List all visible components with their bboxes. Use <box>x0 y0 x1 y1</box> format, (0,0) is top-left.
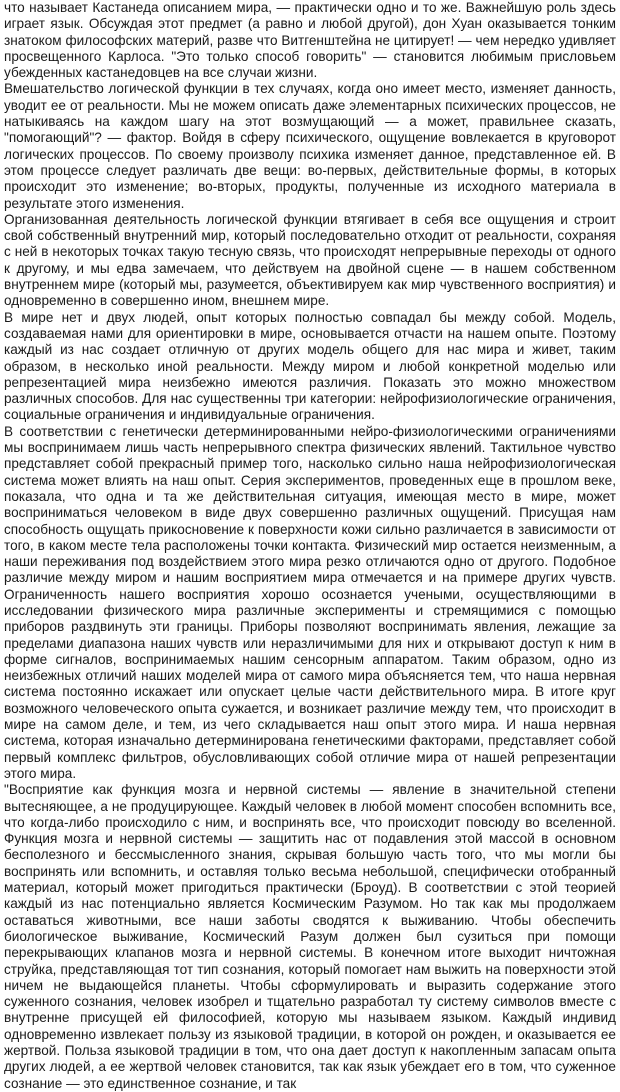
paragraph-6: "Восприятие как функция мозга и нервной системы — явление в значительной степени вытесняющее, а не продуцирующее. Каждый человек в любой момент способен вспомнить все, что когда-либо происходило с ним, и воспринять все, что происходит повсюду во вселенной. Функция мозга и нервной системы — защитить нас от подавления этой массой в основном бесполезного и бессмысленного знания, скрывая большую часть того, что мы могли бы воспринять или вспомнить, и оставляя только весьма небольшой, специфически отобранный материал, который может пригодиться практически (Броуд). В соответствии с этой теорией каждый из нас потенциально является Космическим Разумом. Но так как мы продолжаем оставаться животными, все наши заботы сводятся к выживанию. Чтобы обеспечить биологическое выживание, Космический Разум должен был сузиться при помощи перекрывающих клапанов мозга и нервной системы. В конечном итоге выходит ничтожная струйка, представляющая тот тип сознания, который помогает нам выжить на поверхности этой ничем не выдающейся планеты. Чтобы сформулировать и выразить содержание этого суженного сознания, человек изобрел и тщательно разработал ту систему символов вместе с внутренне присущей ей философией, которую мы называем языком. Каждый индивид одновременно извлекает пользу из языковой традиции, в которой он рожден, и оказывается ее жертвой. Польза языковой традиции в том, что она дает доступ к накопленным запасам опыта других людей, а ее жертвой человек становится, так как язык убеждает его в том, что суженное сознание — это единственное сознание, и так <box>4 782 616 1091</box>
paragraph-1: что называет Кастанеда описанием мира, — практически одно и то же. Важнейшую роль здесь играет язык. Обсуждая этот предмет (а равно и любой другой), дон Хуан оказывается тонким знатоком философских материй, разве что Витгенштейна не цитирует! — чем нередко удивляет просвещенного Карлоса. "Это только способ говорить" — становится любимым присловьем убежденных кастанедовцев на все случаи жизни. <box>4 0 616 81</box>
paragraph-5: В соответствии с генетически детерминированными нейро-физиологическими ограничениями мы воспринимаем лишь часть непрерывного спектра физических явлений. Тактильное чувство представляет собой прекрасный пример того, насколько сильно наша нейрофизиологическая система может влиять на наш опыт. Серия экспериментов, проведенных еще в прошлом веке, показала, что одна и та же действительная ситуация, имеющая место в мире, может восприниматься человеком в виде двух совершенно различных ощущений. Присущая нам способность ощущать прикосновение к поверхности кожи сильно различается в зависимости от того, в каком месте тела расположены точки контакта. Физический мир остается неизменным, а наши переживания под воздействием этого мира резко отличаются одно от другого. Подобное различие между миром и нашим восприятием мира отмечается и на примере других чувств. Ограниченность нашего восприятия хорошо осознается учеными, осуществляющими в исследовании физического мира различные эксперименты и стремящимися с помощью приборов раздвинуть эти границы. Приборы позволяют воспринимать явления, лежащие за пределами диапазона наших чувств или неразличимыми для них и открывают доступ к ним в форме сигналов, воспринимаемых нашим сенсорным аппаратом. Таким образом, одно из неизбежных отличий наших моделей мира от самого мира объясняется тем, что наша нервная система постоянно искажает или опускает целые части действительного мира. В итоге круг возможного человеческого опыта сужается, и возникает различие между тем, что происходит в мире на самом деле, и тем, из чего складывается наш опыт этого мира. И наша нервная система, которая изначально детерминирована генетическими факторами, представляет собой первый комплекс фильтров, обусловливающих собой отличие мира от нашей репрезентации этого мира. <box>4 423 616 781</box>
paragraph-3: Организованная деятельность логической функции втягивает в себя все ощущения и строит свой собственный внутренний мир, который последовательно отходит от реальности, сохраняя с ней в некоторых точках такую тесную связь, что происходят непрерывные переходы от одного к другому, и мы едва замечаем, что действуем на двойной сцене — в нашем собственном внутреннем мире (который мы, разумеется, объективируем как мир чувственного восприятия) и одновременно в совершенно ином, внешнем мире. <box>4 211 616 309</box>
document-page <box>4 0 616 1091</box>
paragraph-4: В мире нет и двух людей, опыт которых полностью совпадал бы между собой. Модель, создаваемая нами для ориентировки в мире, основывается отчасти на нашем опыте. Поэтому каждый из нас создает отличную от других модель общего для нас мира и живет, таким образом, в несколько иной реальности. Между миром и любой конкретной моделью или репрезентацией мира неизбежно имеются различия. Показать это можно множеством различных способов. Для нас существенны три категории: нейрофизиологические ограничения, социальные ограничения и индивидуальные ограничения. <box>4 309 616 423</box>
paragraph-2: Вмешательство логической функции в тех случаях, когда оно имеет место, изменяет данность, уводит ее от реальности. Мы не можем описать даже элементарных психических процессов, не натыкиваясь на каждом шагу на этот возмущающий — а может, правильнее сказать, "помогающий"? — фактор. Войдя в сферу психического, ощущение вовлекается в круговорот логических процессов. По своему произволу психика изменяет данное, представленное ей. В этом процессе следует различать две вещи: во-первых, действительные формы, в которых происходит это изменение; во-вторых, продукты, полученные из исходного материала в результате этого изменения. <box>4 81 616 211</box>
